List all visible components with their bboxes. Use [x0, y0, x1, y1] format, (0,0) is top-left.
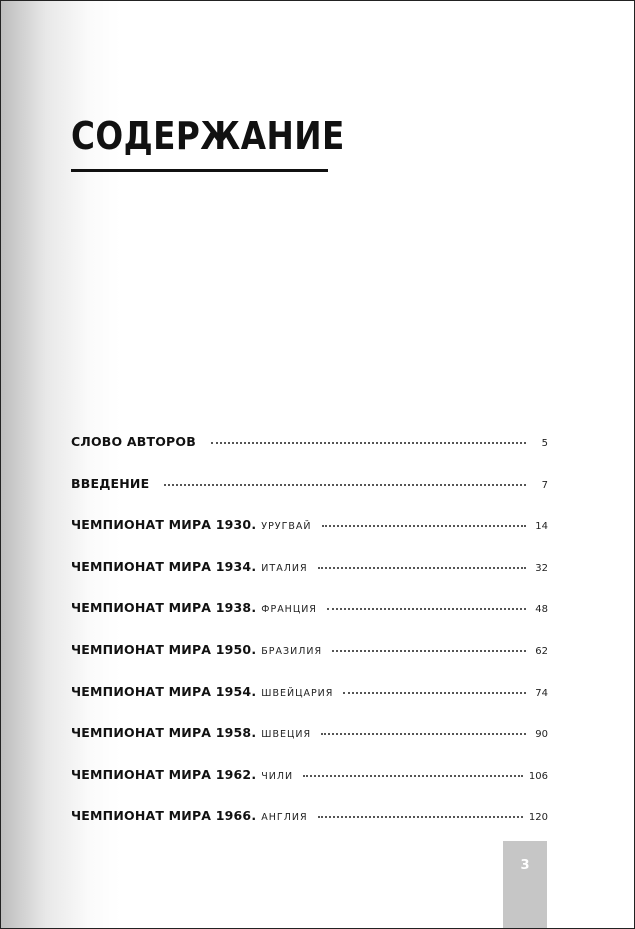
toc-entry-title: ЧЕМПИОНАТ МИРА 1966.: [71, 808, 257, 824]
toc-entry-title: ЧЕМПИОНАТ МИРА 1954.: [71, 683, 257, 699]
toc-entry-country: БРАЗИЛИЯ: [261, 645, 323, 657]
toc-entry[interactable]: [71, 642, 548, 684]
dot-leader: [321, 733, 526, 735]
toc-entry-country: УРУГВАЙ: [261, 521, 312, 533]
dot-leader: [318, 816, 523, 818]
toc-entry[interactable]: [71, 725, 548, 767]
toc-entry-page: 106: [528, 770, 548, 782]
toc-entry-title: СЛОВО АВТОРОВ: [71, 434, 196, 449]
toc-entry-country: АНГЛИЯ: [261, 812, 308, 824]
toc-entry-title: ЧЕМПИОНАТ МИРА 1930.: [71, 517, 257, 533]
toc-entry-title: ЧЕМПИОНАТ МИРА 1938.: [71, 600, 257, 616]
toc-entry-page: 120: [528, 812, 548, 824]
page-title: СОДЕРЖАНИЕ: [71, 114, 345, 158]
table-of-contents: [71, 434, 548, 850]
toc-entry-title: ВВЕДЕНИЕ: [71, 475, 150, 491]
toc-entry-title: ЧЕМПИОНАТ МИРА 1958.: [71, 725, 257, 741]
dot-leader: [303, 775, 523, 777]
toc-entry[interactable]: [71, 476, 548, 518]
toc-entry-country: ШВЕЙЦАРИЯ: [261, 687, 334, 699]
toc-entry-page: 48: [535, 604, 548, 616]
toc-entry[interactable]: [71, 517, 548, 559]
dot-leader: [322, 525, 526, 527]
toc-entry[interactable]: [71, 600, 548, 642]
toc-entry-country: ШВЕЦИЯ: [261, 729, 312, 741]
toc-entry-page: 5: [541, 438, 548, 449]
dot-leader: [211, 442, 526, 444]
toc-entry-page: 7: [541, 479, 548, 491]
dot-leader: [327, 608, 526, 610]
dot-leader: [164, 484, 526, 486]
page-number-tab: [503, 841, 547, 928]
dot-leader: [318, 567, 526, 569]
toc-entry-title: ЧЕМПИОНАТ МИРА 1950.: [71, 641, 257, 657]
toc-entry-page: 14: [535, 521, 548, 533]
toc-entry[interactable]: [71, 808, 548, 850]
toc-entry-page: 74: [535, 687, 548, 699]
toc-entry-country: ЧИЛИ: [261, 770, 294, 782]
toc-entry-country: ФРАНЦИЯ: [261, 604, 317, 616]
toc-entry[interactable]: [71, 559, 548, 601]
toc-entry[interactable]: [71, 767, 548, 809]
toc-entry[interactable]: [71, 684, 548, 726]
toc-entry[interactable]: [71, 434, 548, 476]
dot-leader: [332, 650, 526, 652]
dot-leader: [343, 692, 526, 694]
toc-entry-title: ЧЕМПИОНАТ МИРА 1962.: [71, 766, 257, 782]
toc-entry-title: ЧЕМПИОНАТ МИРА 1934.: [71, 558, 257, 574]
toc-entry-page: 62: [535, 645, 548, 657]
toc-entry-page: 32: [535, 562, 548, 574]
page-number: 3: [520, 858, 530, 873]
toc-entry-page: 90: [535, 729, 548, 741]
title-underline: [71, 169, 328, 172]
toc-entry-country: ИТАЛИЯ: [261, 562, 308, 574]
